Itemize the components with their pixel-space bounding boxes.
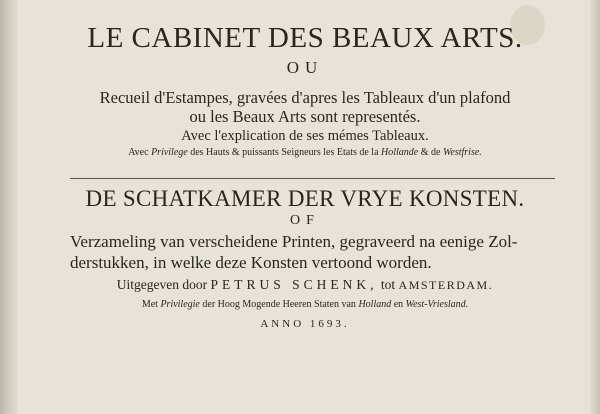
year-line: ANNO 1693.: [260, 318, 350, 330]
dutch-privilege-line: [20, 299, 590, 310]
section-divider: [70, 178, 555, 179]
dutch-subtitle-line-1: Verzameling van verscheidene Printen, gegraveerd na eenige Zol-: [70, 232, 518, 251]
privilege-nl-c: der Hoog Mogende Heeren Staten van: [199, 299, 359, 310]
privilege-fr-f: Westfrise.: [442, 147, 482, 158]
french-connector: OU: [286, 58, 324, 77]
privilege-fr-a: Avec: [128, 147, 152, 158]
french-subtitle-line-2: ou les Beaux Arts sont representés.: [189, 107, 421, 126]
dutch-subtitle-line-2: derstukken, in welke deze Konsten vertoond worden.: [70, 253, 432, 272]
privilege-fr-d: Hollande: [381, 147, 419, 158]
privilege-nl-a: Met: [141, 299, 161, 310]
title-text-block: [20, 0, 590, 414]
privilege-nl-f: West-Vriesland.: [405, 299, 469, 310]
french-subtitle-line-1: Recueil d'Estampes, gravées d'apres les Tableaux d'un plafond: [99, 88, 511, 107]
publisher-mid: tot: [377, 277, 399, 292]
dutch-title: DE SCHATKAMER DER VRYE KONSTEN.: [85, 186, 525, 211]
privilege-nl-e: en: [391, 299, 406, 310]
publisher-name: PETRUS SCHENK,: [210, 277, 378, 292]
page-right-edge: [590, 0, 600, 414]
french-subtitle-line-3: Avec l'explication de ses mémes Tableaux.: [181, 128, 429, 144]
privilege-fr-c: des Hauts & puissants Seigneurs les Etats de la: [187, 147, 382, 158]
privilege-nl-d: Holland: [358, 299, 392, 310]
publisher-city: AMSTERDAM.: [398, 278, 494, 292]
french-privilege-line: [20, 147, 590, 158]
page-binding-edge: [0, 0, 18, 414]
privilege-fr-b: Privilege: [151, 147, 188, 158]
french-title: LE CABINET DES BEAUX ARTS.: [87, 22, 523, 54]
privilege-fr-e: & de: [418, 147, 443, 158]
publisher-prefix: Uitgegeven door: [116, 277, 211, 292]
privilege-nl-b: Privilegie: [160, 299, 200, 310]
dutch-connector: OF: [290, 213, 320, 228]
publisher-line: [20, 277, 590, 293]
